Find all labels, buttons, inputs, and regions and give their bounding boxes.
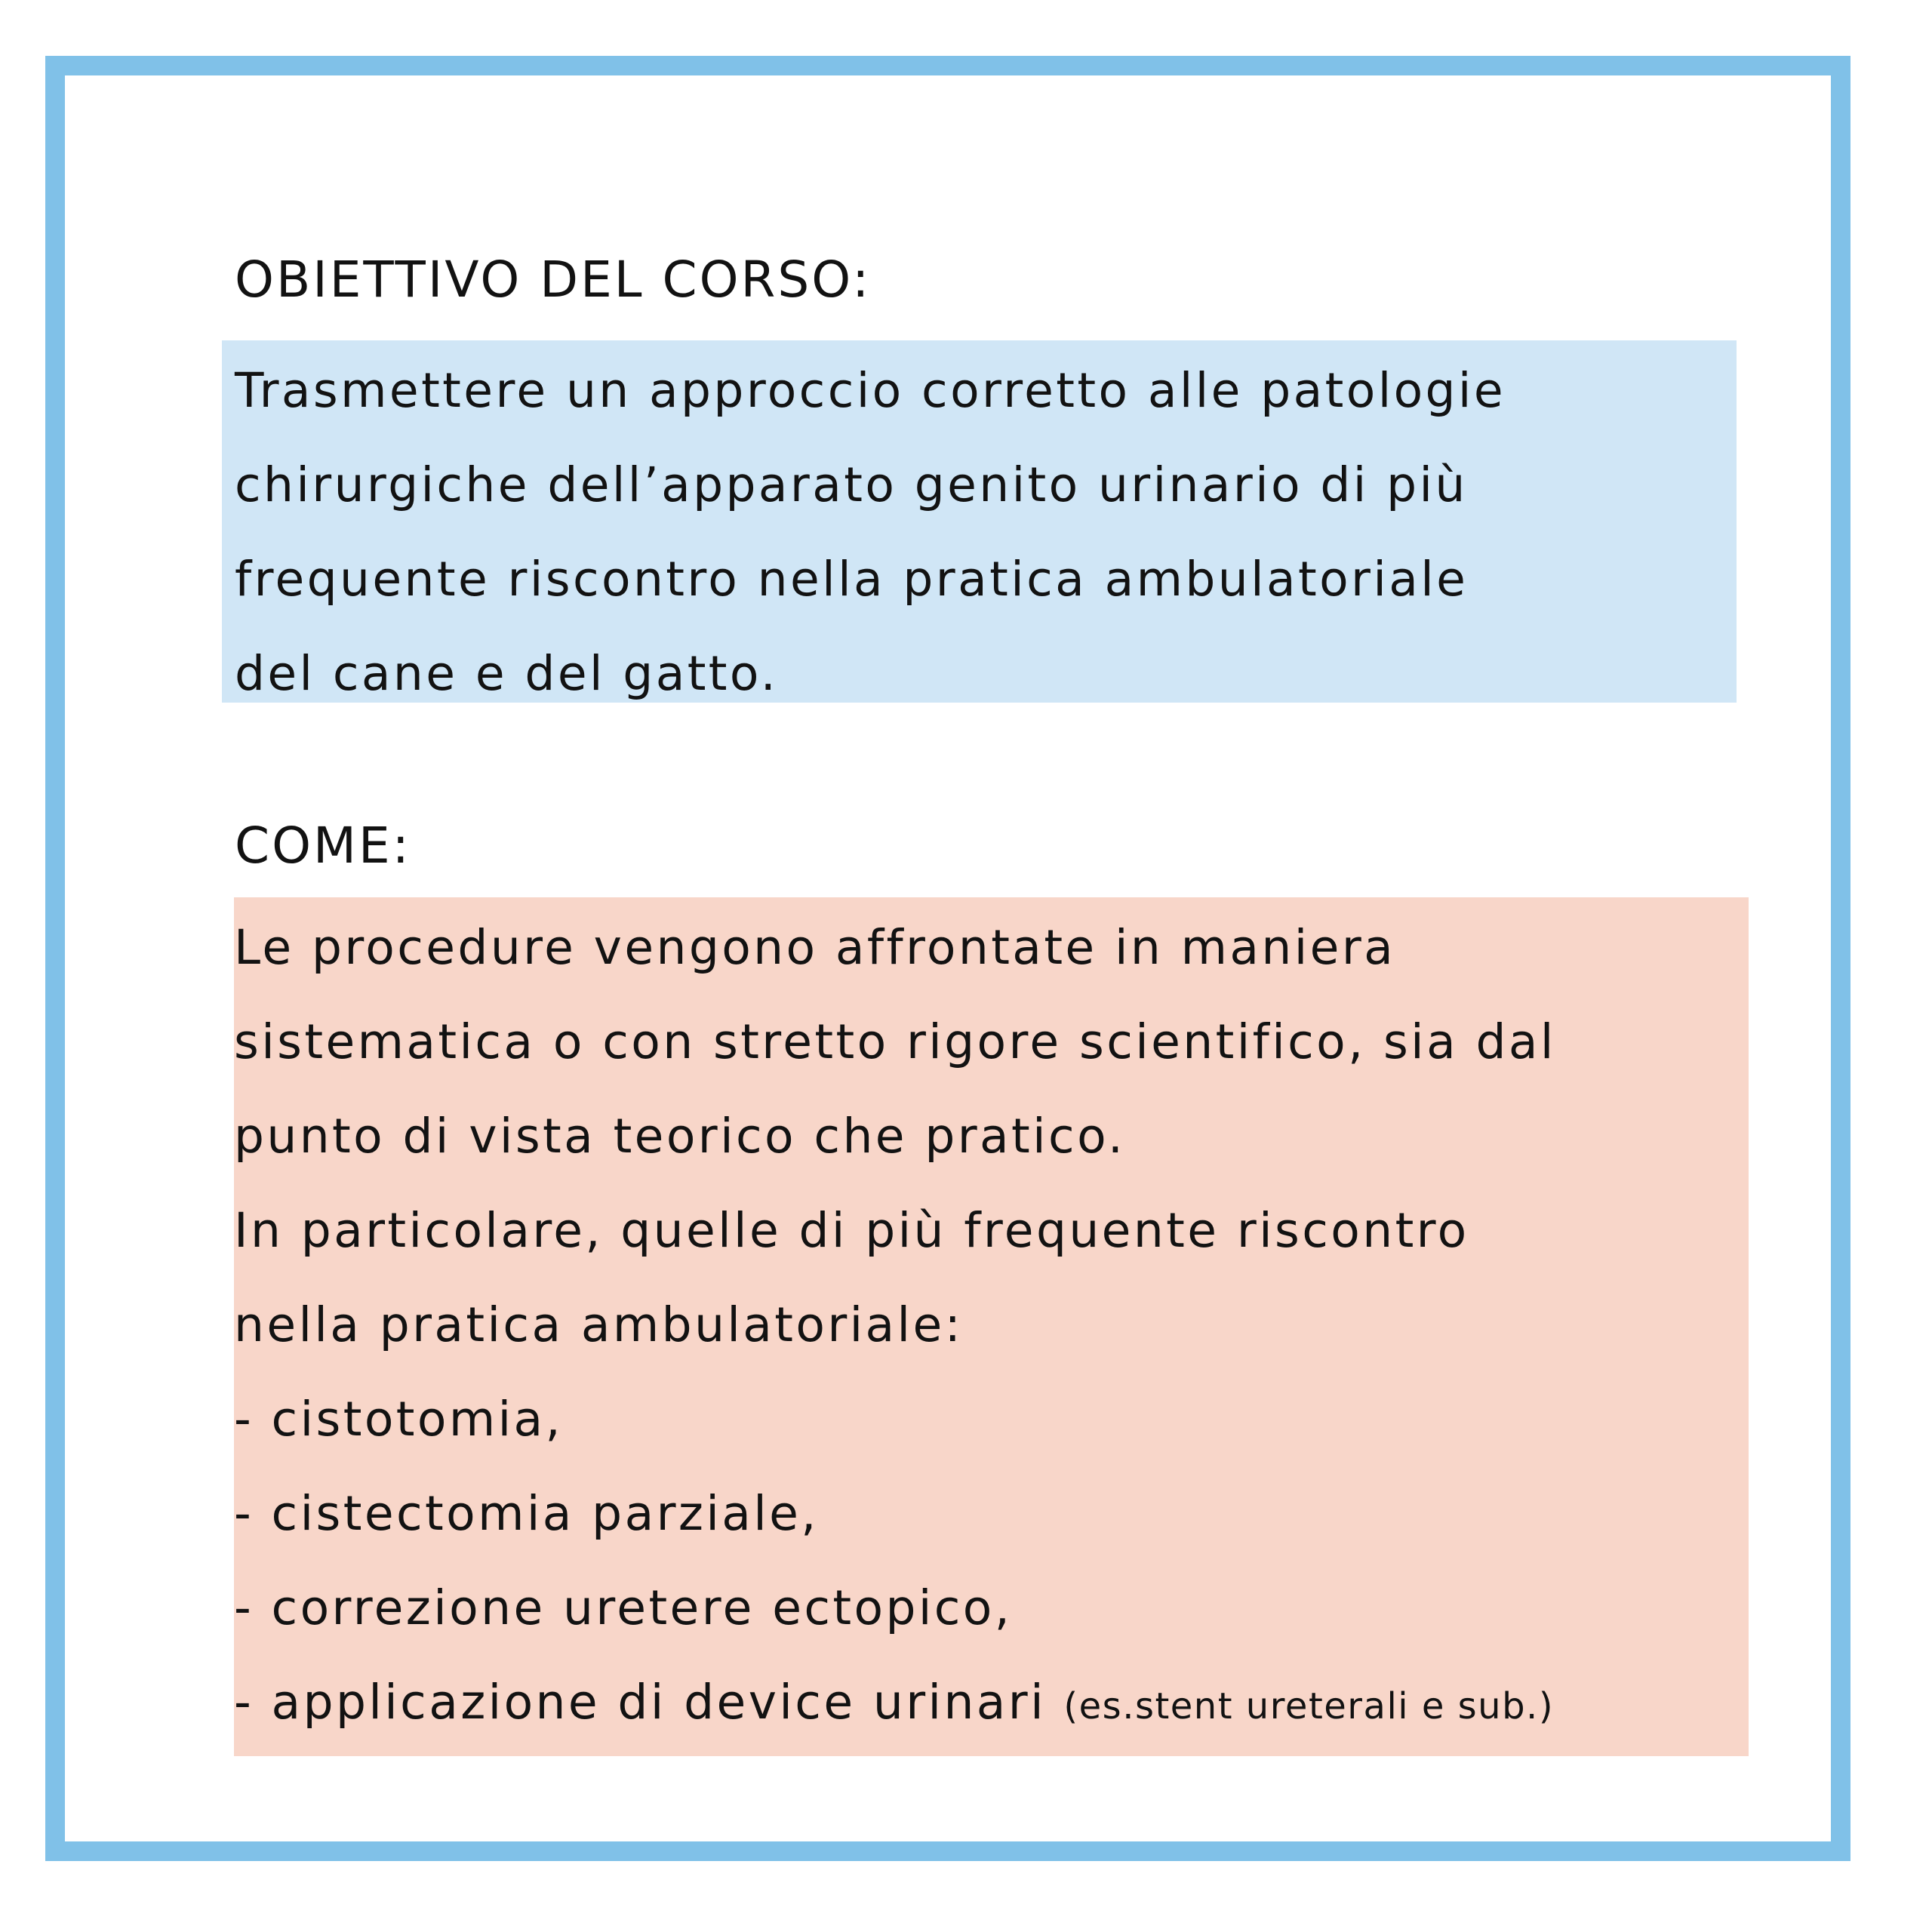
objective-line: Trasmettere un approccio corretto alle patologie (235, 363, 1506, 418)
method-line: punto di vista teorico che pratico. (234, 1109, 1126, 1164)
objective-line: chirurgiche dell’apparato genito urinario di più (235, 457, 1468, 512)
method-line: Le procedure vengono affrontate in maniera (234, 920, 1396, 975)
method-list-item-last (234, 1655, 1749, 1749)
method-list-item: - cistectomia parziale, (234, 1486, 819, 1541)
method-box (234, 897, 1749, 1756)
method-line: nella pratica ambulatoriale: (234, 1297, 964, 1352)
method-list-item-note: (es.stent ureterali e sub.) (1063, 1685, 1555, 1727)
objective-line: frequente riscontro nella pratica ambulatoriale (235, 552, 1469, 607)
objective-line: del cane e del gatto. (235, 646, 779, 701)
method-heading: COME: (235, 817, 411, 875)
method-list-item-text: - applicazione di device urinari (234, 1675, 1046, 1730)
method-line: In particolare, quelle di più frequente riscontro (234, 1203, 1469, 1258)
objective-heading: OBIETTIVO DEL CORSO: (235, 251, 872, 309)
method-line: sistematica o con stretto rigore scientifico, sia dal (234, 1014, 1556, 1069)
objective-box (222, 340, 1737, 703)
method-list-item: - correzione uretere ectopico, (234, 1580, 1013, 1635)
method-list-item: - cistotomia, (234, 1392, 563, 1447)
